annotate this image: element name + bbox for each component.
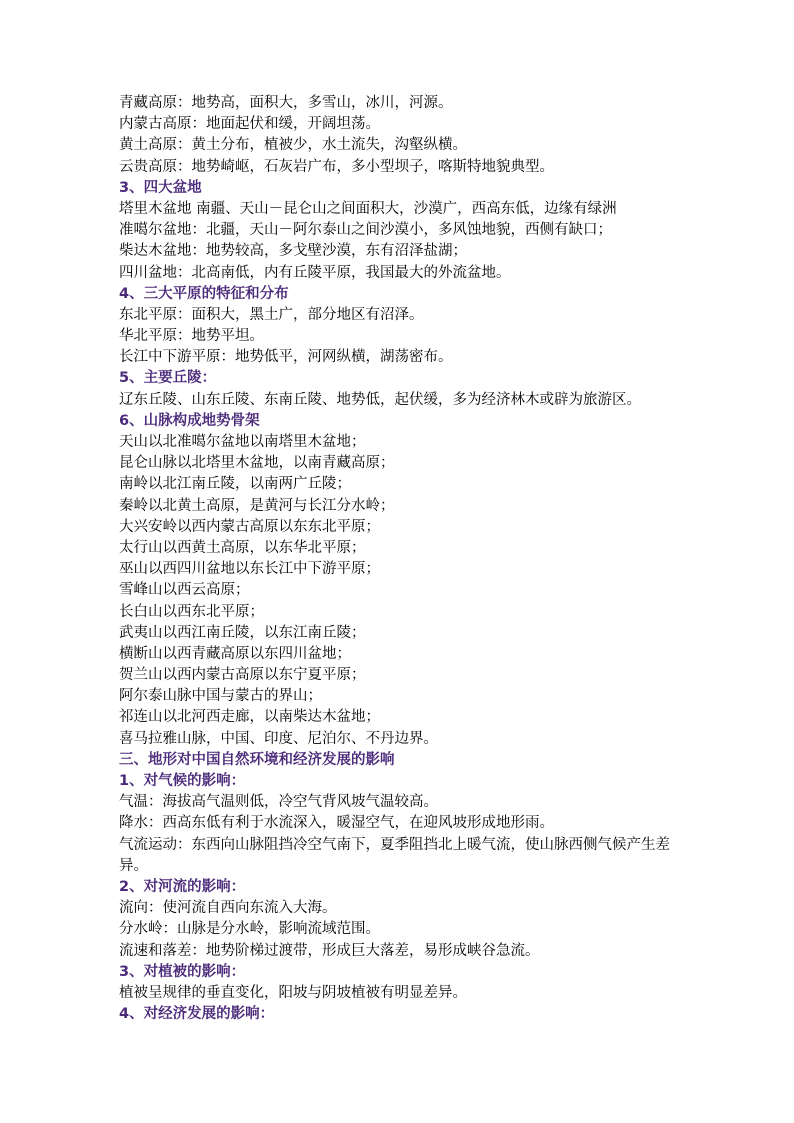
text-line: 柴达木盆地：地势较高，多戈壁沙漠，东有沼泽盐湖；	[119, 243, 467, 260]
section-heading: 5、主要丘陵：	[119, 370, 217, 387]
section-heading: 6、山脉构成地势骨架	[119, 412, 260, 429]
section-heading: 4、对经济发展的影响：	[119, 1006, 275, 1023]
text-line: 长江中下游平原：地势低平，河网纵横，湖荡密布。	[119, 349, 453, 366]
text-line: 南岭以北江南丘陵，以南两广丘陵；	[119, 476, 351, 493]
text-line: 流速和落差：地势阶梯过渡带，形成巨大落差，易形成峡谷急流。	[119, 942, 540, 959]
text-line: 贺兰山以西内蒙古高原以东宁夏平原；	[119, 667, 366, 684]
text-line: 黄土高原：黄土分布，植被少，水土流失，沟壑纵横。	[119, 137, 467, 154]
text-line: 横断山以西青藏高原以东四川盆地；	[119, 645, 351, 662]
section-heading: 2、对河流的影响：	[119, 878, 246, 895]
text-line: 大兴安岭以西内蒙古高原以东东北平原；	[119, 518, 380, 535]
text-line: 内蒙古高原：地面起伏和缓，开阔坦荡。	[119, 116, 380, 133]
text-line: 祁连山以北河西走廊，以南柴达木盆地；	[119, 709, 380, 726]
text-line: 巫山以西四川盆地以东长江中下游平原；	[119, 561, 380, 578]
text-line: 塔里木盆地 南疆、天山－昆仑山之间面积大，沙漠广，西高东低，边缘有绿洲	[119, 200, 617, 217]
text-line: 分水岭：山脉是分水岭，影响流域范围。	[119, 921, 380, 938]
section-heading: 三、地形对中国自然环境和经济发展的影响	[119, 751, 395, 768]
section-heading: 3、对植被的影响：	[119, 963, 246, 980]
text-line: 阿尔泰山脉中国与蒙古的界山；	[119, 688, 322, 705]
text-paragraph: 气流运动：东西向山脉阻挡冷空气南下，夏季阻挡北上暖气流，使山脉西侧气候产生差异。	[119, 836, 670, 874]
text-line: 流向：使河流自西向东流入大海。	[119, 900, 337, 917]
text-line: 东北平原：面积大，黑土广，部分地区有沼泽。	[119, 306, 424, 323]
text-line: 云贵高原：地势崎岖，石灰岩广布，多小型坝子，喀斯特地貌典型。	[119, 158, 554, 175]
text-line: 准噶尔盆地：北疆，天山－阿尔泰山之间沙漠小，多风蚀地貌，西侧有缺口；	[119, 222, 612, 239]
document-page	[119, 93, 779, 1025]
section-heading: 3、四大盆地	[119, 179, 202, 196]
text-line: 植被呈规律的垂直变化，阳坡与阴坡植被有明显差异。	[119, 984, 467, 1001]
text-line: 四川盆地：北高南低，内有丘陵平原，我国最大的外流盆地。	[119, 264, 511, 281]
section-heading: 1、对气候的影响：	[119, 773, 246, 789]
section-heading: 4、三大平原的特征和分布	[119, 285, 289, 302]
text-line: 青藏高原：地势高，面积大，多雪山，冰川，河源。	[119, 95, 453, 111]
text-line: 降水：西高东低有利于水流深入，暖湿空气，在迎风坡形成地形雨。	[119, 815, 554, 832]
text-line: 长白山以西东北平原；	[119, 603, 264, 620]
text-line: 雪峰山以西云高原；	[119, 582, 250, 599]
text-line: 太行山以西黄土高原，以东华北平原；	[119, 539, 366, 556]
text-line: 辽东丘陵、山东丘陵、东南丘陵、地势低，起伏缓，多为经济林木或辟为旅游区。	[119, 391, 641, 408]
text-line: 喜马拉雅山脉，中国、印度、尼泊尔、不丹边界。	[119, 730, 438, 747]
text-line: 武夷山以西江南丘陵，以东江南丘陵；	[119, 624, 366, 641]
text-line: 秦岭以北黄土高原，是黄河与长江分水岭；	[119, 497, 395, 514]
text-line: 华北平原：地势平坦。	[119, 328, 264, 345]
text-line: 天山以北准噶尔盆地以南塔里木盆地；	[119, 434, 366, 450]
text-line: 气温：海拔高气温则低，冷空气背风坡气温较高。	[119, 794, 438, 811]
text-line: 昆仑山脉以北塔里木盆地，以南青藏高原；	[119, 455, 395, 472]
